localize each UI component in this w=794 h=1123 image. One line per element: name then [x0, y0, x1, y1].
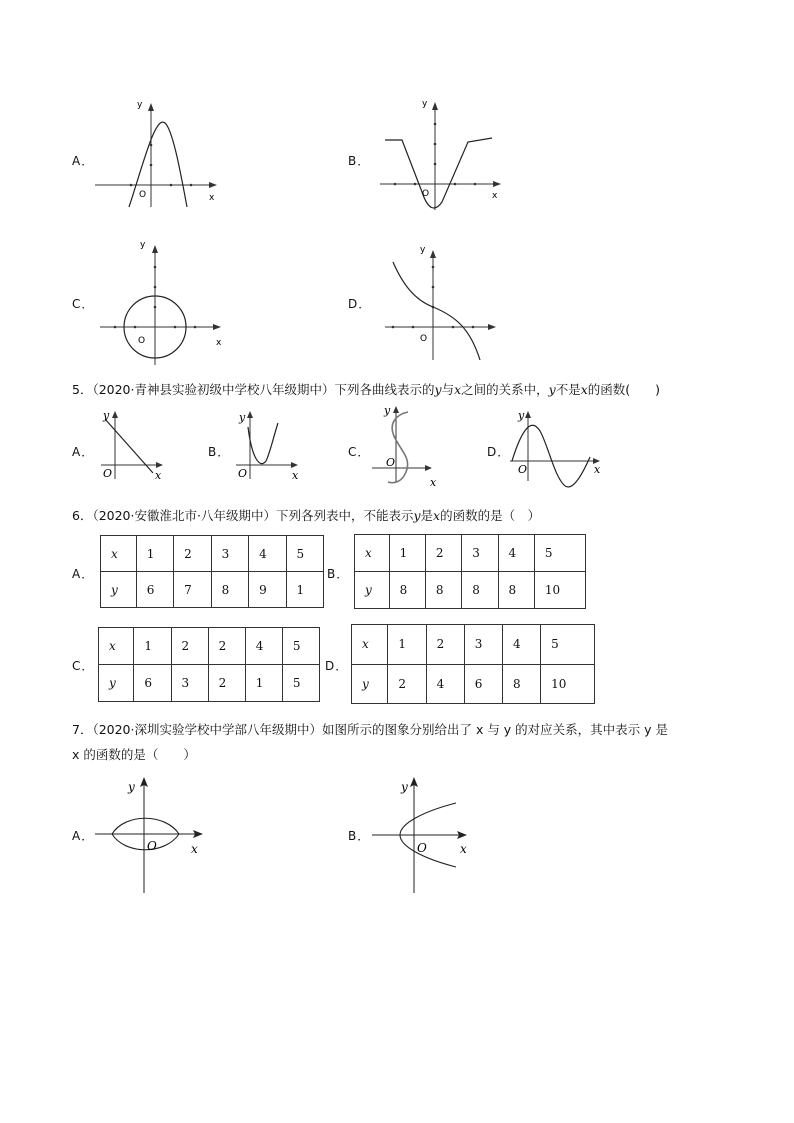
row-header-y: y [99, 665, 134, 702]
q5-option-a-label: A． [72, 445, 95, 459]
q5-option-c-label: C． [348, 445, 371, 459]
q5b-y-label: y [239, 411, 246, 424]
row-header-y: y [101, 572, 137, 608]
q5-graph-a [95, 405, 175, 483]
table-row-x: x 1 2 3 4 5 [352, 625, 595, 665]
q5-graph-d [510, 405, 610, 490]
table-row-y: y 2 4 6 8 10 [352, 664, 595, 704]
q6-table-c [98, 627, 320, 702]
q5c-x-label: x [430, 476, 437, 489]
q7-option-b-label: B． [348, 829, 371, 843]
q6-option-d-label: D． [325, 659, 349, 673]
q5-graph-c [368, 400, 448, 488]
table-row-y: y 6 3 2 1 5 [99, 665, 320, 702]
row-header-x: x [99, 628, 134, 665]
q4d-origin-label: O [420, 334, 428, 344]
q4b-x-label: x [492, 191, 498, 201]
q4-graph-a [95, 95, 225, 210]
q6-option-c-label: C． [72, 659, 95, 673]
q4-graph-b [380, 92, 505, 212]
q5b-origin-label: O [238, 467, 248, 480]
q4d-y-label: y [420, 245, 426, 255]
q5c-origin-label: O [386, 456, 396, 469]
q6-table-d [351, 624, 595, 704]
q5-graph-b [230, 405, 310, 483]
q4a-y-label: y [137, 100, 143, 110]
q4c-origin-label: O [138, 336, 146, 346]
q4a-origin-label: O [139, 190, 147, 200]
q4-option-b-label: B． [348, 154, 371, 168]
q7-question-line1: 7．（2020·深圳实验学校中学部八年级期中）如图所示的图象分别给出了 x 与 y 的对应关系，其中表示 y 是 [72, 722, 669, 737]
row-header-x: x [355, 535, 390, 572]
q7-option-a-label: A． [72, 829, 95, 843]
q5b-x-label: x [292, 469, 299, 482]
q5-option-b-label: B． [208, 445, 231, 459]
q4a-x-label: x [209, 193, 215, 203]
row-header-y: y [352, 664, 388, 704]
q4b-origin-label: O [422, 189, 430, 199]
q4-graph-d [385, 240, 505, 365]
q6-option-a-label: A． [72, 567, 95, 581]
q5d-y-label: y [518, 409, 525, 422]
q4c-x-label: x [216, 338, 222, 348]
q5-option-d-label: D． [487, 445, 511, 459]
table-row-x: x 1 2 3 4 5 [355, 535, 586, 572]
q7b-origin-label: O [417, 841, 427, 855]
q4c-y-label: y [140, 240, 146, 250]
q4-option-d-label: D． [348, 297, 372, 311]
q4b-y-label: y [422, 99, 428, 109]
q5c-y-label: y [384, 404, 391, 417]
q7a-x-label: x [191, 842, 198, 856]
q7a-origin-label: O [147, 839, 157, 853]
q6-table-a [100, 535, 324, 608]
table-row-x: x 1 2 3 4 5 [101, 536, 324, 572]
q5-question-text: 5．（2020·青神县实验初级中学校八年级期中）下列各曲线表示的y与x之间的关系中，y不是x的函数( ) [72, 382, 661, 397]
q7-graph-a [95, 775, 210, 895]
q5d-origin-label: O [518, 463, 528, 476]
q7a-y-label: y [128, 780, 135, 794]
q7b-y-label: y [401, 780, 408, 794]
q5d-x-label: x [594, 463, 601, 476]
q6-option-b-label: B． [327, 567, 350, 581]
table-row-x: x 1 2 2 4 5 [99, 628, 320, 665]
q7-graph-b [370, 775, 475, 895]
row-header-x: x [101, 536, 137, 572]
table-row-y: y 8 8 8 8 10 [355, 572, 586, 609]
row-header-x: x [352, 625, 388, 665]
table-row-y: y 6 7 8 9 1 [101, 572, 324, 608]
q4-option-c-label: C． [72, 297, 95, 311]
q7b-x-label: x [460, 842, 467, 856]
q6-question-text: 6．（2020·安徽淮北市·八年级期中）下列各列表中，不能表示y是x的函数的是（ ） [72, 508, 541, 523]
q6-table-b [354, 534, 586, 609]
q4-graph-c [100, 235, 230, 365]
q5a-x-label: x [155, 469, 162, 482]
q5a-y-label: y [103, 409, 110, 422]
q5a-origin-label: O [103, 467, 113, 480]
q7-question-line2: x 的函数的是（ ） [72, 747, 196, 762]
row-header-y: y [355, 572, 390, 609]
q4-option-a-label: A． [72, 154, 95, 168]
